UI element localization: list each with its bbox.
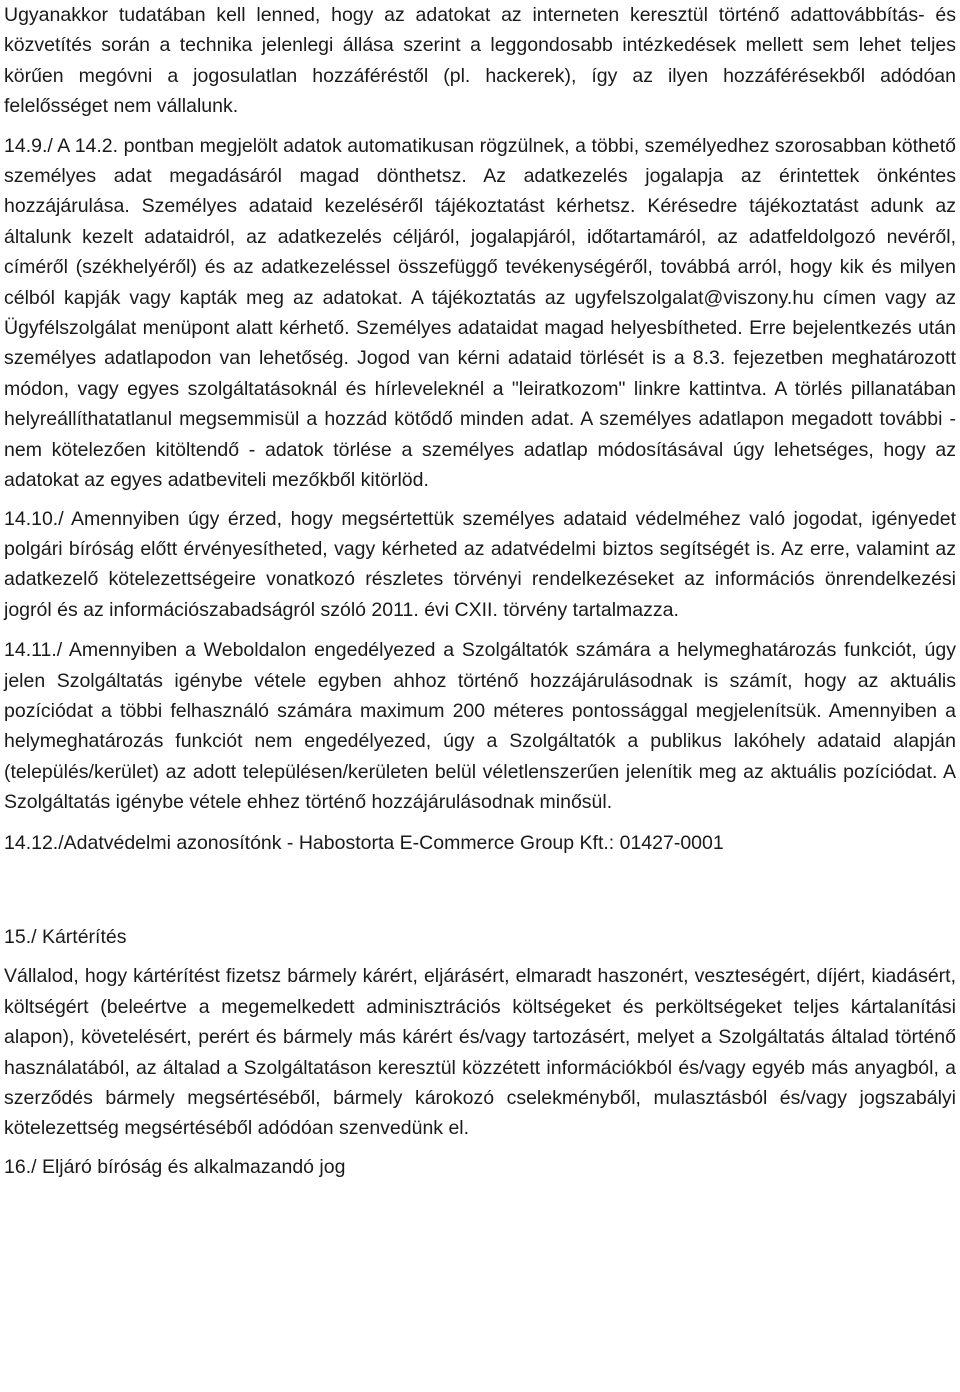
paragraph-14-9-data-rights: 14.9./ A 14.2. pontban megjelölt adatok automatikusan rögzülnek, a többi, személyedhez szorosabban köthető személyes adat megadásáról magad dönthetsz. Az adatkezelés jogalapja az érintettek önkéntes hozzájárulása. Személyes adataid kezeléséről tájékoztatást kérhetsz. Kérésedre tájékoztatást adunk az általunk kezelt adataidról, az adatkezelés céljáról, jogalapjáról, időtartamáról, az adatfeldolgozó nevéről, címéről (székhelyéről) és az adatkezeléssel összefüggő tevékenységéről, továbbá arról, hogy kik és milyen célból kapják vagy kapták meg az adatokat. A tájékoztatás az ugyfelszolgalat@viszony.hu címen vagy az Ügyfélszolgálat menüpont alatt kérhető. Személyes adataidat magad helyesbítheted. Erre bejelentkezés után személyes adatlapodon van lehetőség. Jogod van kérni adataid törlését is a 8.3. fejezetben meghatározott módon, vagy egyes szolgáltatásoknál és hírleveleknél a "leiratkozom" linkre kattintva. A törlés pillanatában helyreállíthatatlanul megsemmisül a hozzád kötődő minden adat. A személyes adatlapon megadott további - nem kötelezően kitöltendő - adatok törlése a személyes adatlap módosításával úgy lehetséges, hogy az adatokat az egyes adatbeviteli mezőkből kitörlöd. xyxy=(4,134,956,492)
paragraph-security-disclaimer: Ugyanakkor tudatában kell lenned, hogy az adatokat az interneten keresztül történő adattovábbítás- és közvetítés során a technika jelenlegi állása szerint a leggondosabb intézkedések mellett sem lehet teljes körűen megóvni a jogosulatlan hozzáféréstől (pl. hackerek), így az ilyen hozzáférésekből adódóan felelősséget nem vállalunk. xyxy=(4,4,956,118)
paragraph-14-10-legal-remedy: 14.10./ Amennyiben úgy érzed, hogy megsértettük személyes adataid védelméhez való jogodat, igényedet polgári bíróság előtt érvényesítheted, vagy kérheted az adatvédelmi biztos segítségét is. Az erre, valamint az adatkezelő kötelezettségeire vonatkozó részletes törvényi rendelkezéseket az információs önrendelkezési jogról és az információszabadságról szóló 2011. évi CXII. törvény tartalmazza. xyxy=(4,507,956,621)
paragraph-14-12-data-protection-id: 14.12./Adatvédelmi azonosítónk - Habostorta E-Commerce Group Kft.: 01427-0001 xyxy=(4,831,724,854)
document-page xyxy=(4,0,956,1182)
section-heading-16-jurisdiction: 16./ Eljáró bíróság és alkalmazandó jog xyxy=(4,1155,346,1178)
section-heading-15-damages: 15./ Kártérítés xyxy=(4,925,127,948)
paragraph-15-damages-body: Vállalod, hogy kártérítést fizetsz bármely kárért, eljárásért, elmaradt haszonért, veszteségért, díjért, kiadásért, költségért (beleértve a megemelkedett adminisztrációs költségeket és perköltségeket teljes kártalanítási alapon), követelésért, perért és bármely más kárért és/vagy tartozásért, melyet a Szolgáltatás általad történő használatából, az általad a Szolgáltatáson keresztül közzétett információkból és/vagy egyéb más anyagból, a szerződés bármely megsértéséből, bármely károkozó cselekményből, mulasztásból és/vagy jogszabályi kötelezettség megsértéséből adódóan szenvedünk el. xyxy=(4,965,956,1140)
paragraph-14-11-geolocation: 14.11./ Amennyiben a Weboldalon engedélyezed a Szolgáltatók számára a helymeghatározás funkciót, úgy jelen Szolgáltatás igénybe vétele egyben ahhoz történő hozzájárulásodnak is számít, hogy az aktuális pozíciódat a többi felhasználó számára maximum 200 méteres pontossággal megjelenítsük. Amennyiben a helymeghatározás funkciót nem engedélyezed, úgy a Szolgáltatók a publikus lakóhely adataid alapján (település/kerület) az adott településen/kerületen belül véletlenszerűen jelenítik meg az aktuális pozíciódat. A Szolgáltatás igénybe vétele ehhez történő hozzájárulásodnak minősül. xyxy=(4,639,956,814)
